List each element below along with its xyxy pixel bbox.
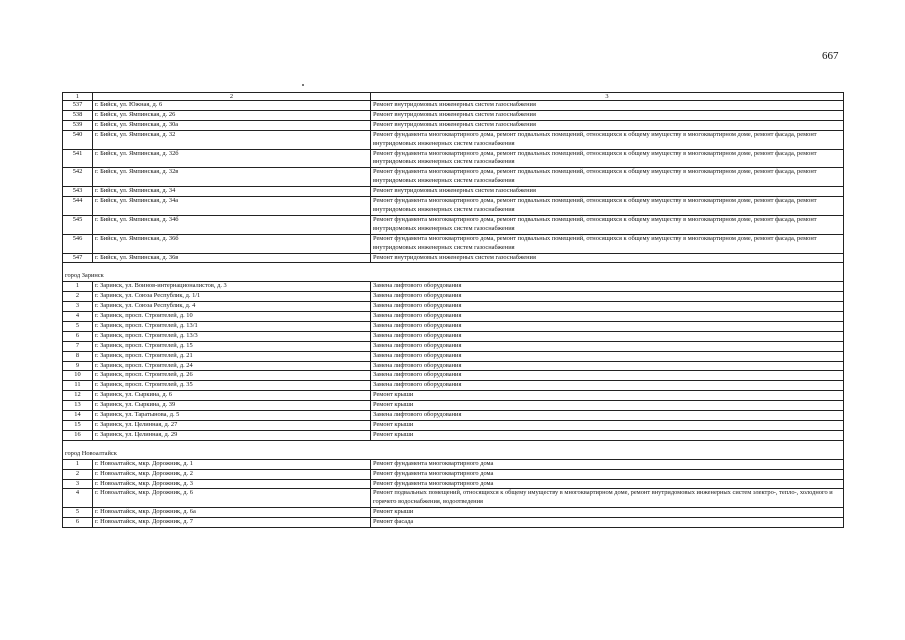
table-row — [63, 508, 844, 518]
row-number: 15 — [63, 421, 93, 431]
table-row — [63, 149, 844, 168]
row-work-description: Ремонт фундамента многоквартирного дома, ремонт подвальных помещений, относящихся к общему имуществу в многоквартирном доме, ремонт фасада, ремонт внутридомовых инженерных систем газоснабжения — [371, 168, 844, 187]
row-address: г. Новоалтайск, мкр. Дорожник, д. 3 — [93, 479, 371, 489]
row-address: г. Заринск, просп. Строителей, д. 21 — [93, 351, 371, 361]
row-address: г. Бийск, ул. Ямпинская, д. 34 — [93, 187, 371, 197]
row-number: 2 — [63, 292, 93, 302]
table-row — [63, 411, 844, 421]
row-address: г. Бийск, ул. Южная, д. 6 — [93, 101, 371, 111]
row-work-description: Замена лифтового оборудования — [371, 321, 844, 331]
table-row — [63, 430, 844, 440]
row-work-description: Замена лифтового оборудования — [371, 411, 844, 421]
row-work-description: Замена лифтового оборудования — [371, 312, 844, 322]
row-address: г. Заринск, ул. Целинная, д. 27 — [93, 421, 371, 431]
row-address: г. Новоалтайск, мкр. Дорожник, д. 6а — [93, 508, 371, 518]
row-work-description: Ремонт фасада — [371, 518, 844, 528]
section-title: город Заринск — [63, 271, 844, 281]
row-work-description: Замена лифтового оборудования — [371, 361, 844, 371]
section-title-row — [63, 271, 844, 281]
row-address: г. Бийск, ул. Ямпинская, д. 36б — [93, 234, 371, 253]
row-address: г. Бийск, ул. Ямпинская, д. 36в — [93, 253, 371, 263]
table-row — [63, 197, 844, 216]
row-number: 537 — [63, 101, 93, 111]
table-row — [63, 215, 844, 234]
repair-program-table — [62, 92, 844, 528]
row-work-description: Ремонт подвальных помещений, относящихся к общему имуществу в многоквартирном доме, ремонт внутридомовых инженерных систем электро-, тепло-, холодного и горячего водоснабжения, водоотведения — [371, 489, 844, 508]
row-number: 9 — [63, 361, 93, 371]
row-number: 2 — [63, 469, 93, 479]
row-address: г. Заринск, ул. Воинов-интернационалистов, д. 3 — [93, 282, 371, 292]
row-work-description: Замена лифтового оборудования — [371, 341, 844, 351]
table-row — [63, 234, 844, 253]
section-spacer — [63, 263, 844, 272]
section-spacer — [63, 440, 844, 449]
row-address: г. Заринск, просп. Строителей, д. 26 — [93, 371, 371, 381]
table-row — [63, 371, 844, 381]
table-row — [63, 120, 844, 130]
table-row — [63, 421, 844, 431]
spacer-cell — [63, 263, 844, 272]
row-number: 11 — [63, 381, 93, 391]
table-row — [63, 381, 844, 391]
table-header-row — [63, 93, 844, 101]
row-work-description: Ремонт крыши — [371, 430, 844, 440]
row-address: г. Заринск, просп. Строителей, д. 24 — [93, 361, 371, 371]
row-number: 538 — [63, 110, 93, 120]
table-row — [63, 361, 844, 371]
section-title: город Новоалтайск — [63, 449, 844, 459]
row-work-description: Ремонт внутридомовых инженерных систем газоснабжения — [371, 187, 844, 197]
row-number: 540 — [63, 130, 93, 149]
table-row — [63, 253, 844, 263]
row-work-description: Ремонт внутридомовых инженерных систем газоснабжения — [371, 110, 844, 120]
row-number: 8 — [63, 351, 93, 361]
row-address: г. Заринск, ул. Союза Республик, д. 4 — [93, 302, 371, 312]
row-number: 544 — [63, 197, 93, 216]
column-header-number: 1 — [63, 93, 93, 101]
table-row — [63, 331, 844, 341]
table-row — [63, 479, 844, 489]
table-row — [63, 187, 844, 197]
row-number: 3 — [63, 302, 93, 312]
row-address: г. Заринск, ул. Сыркина, д. 6 — [93, 391, 371, 401]
row-address: г. Бийск, ул. Ямпинская, д. 26 — [93, 110, 371, 120]
row-address: г. Заринск, просп. Строителей, д. 10 — [93, 312, 371, 322]
table-row — [63, 168, 844, 187]
row-work-description: Замена лифтового оборудования — [371, 371, 844, 381]
row-number: 542 — [63, 168, 93, 187]
row-number: 546 — [63, 234, 93, 253]
table-row — [63, 101, 844, 111]
row-address: г. Заринск, просп. Строителей, д. 35 — [93, 381, 371, 391]
table-row — [63, 469, 844, 479]
row-address: г. Бийск, ул. Ямпинская, д. 32 — [93, 130, 371, 149]
table-row — [63, 489, 844, 508]
row-address: г. Заринск, ул. Сыркина, д. 39 — [93, 401, 371, 411]
row-number: 14 — [63, 411, 93, 421]
row-work-description: Ремонт фундамента многоквартирного дома, ремонт подвальных помещений, относящихся к общему имуществу в многоквартирном доме, ремонт фасада, ремонт внутридомовых инженерных систем газоснабжения — [371, 149, 844, 168]
row-number: 5 — [63, 508, 93, 518]
row-address: г. Заринск, ул. Союза Республик, д. 1/1 — [93, 292, 371, 302]
table-body — [63, 93, 844, 528]
row-work-description: Ремонт фундамента многоквартирного дома, ремонт подвальных помещений, относящихся к общему имуществу в многоквартирном доме, ремонт фасада, ремонт внутридомовых инженерных систем газоснабжения — [371, 130, 844, 149]
row-work-description: Замена лифтового оборудования — [371, 351, 844, 361]
row-number: 12 — [63, 391, 93, 401]
table-row — [63, 282, 844, 292]
row-number: 1 — [63, 282, 93, 292]
row-address: г. Заринск, просп. Строителей, д. 15 — [93, 341, 371, 351]
row-work-description: Ремонт фундамента многоквартирного дома, ремонт подвальных помещений, относящихся к общему имуществу в многоквартирном доме, ремонт фасада, ремонт внутридомовых инженерных систем газоснабжения — [371, 215, 844, 234]
row-number: 10 — [63, 371, 93, 381]
row-number: 7 — [63, 341, 93, 351]
row-address: г. Заринск, ул. Целинная, д. 29 — [93, 430, 371, 440]
table-row — [63, 459, 844, 469]
row-number: 13 — [63, 401, 93, 411]
row-work-description: Ремонт крыши — [371, 508, 844, 518]
column-header-address: 2 — [93, 93, 371, 101]
table-row — [63, 302, 844, 312]
row-address: г. Бийск, ул. Ямпинская, д. 30а — [93, 120, 371, 130]
row-work-description: Замена лифтового оборудования — [371, 381, 844, 391]
row-work-description: Ремонт фундамента многоквартирного дома — [371, 479, 844, 489]
row-work-description: Замена лифтового оборудования — [371, 292, 844, 302]
row-work-description: Ремонт крыши — [371, 391, 844, 401]
row-work-description: Ремонт фундамента многоквартирного дома, ремонт подвальных помещений, относящихся к общему имуществу в многоквартирном доме, ремонт фасада, ремонт внутридомовых инженерных систем газоснабжения — [371, 234, 844, 253]
row-address: г. Новоалтайск, мкр. Дорожник, д. 6 — [93, 489, 371, 508]
table-row — [63, 312, 844, 322]
table-row — [63, 401, 844, 411]
row-address: г. Заринск, просп. Строителей, д. 13/3 — [93, 331, 371, 341]
row-number: 6 — [63, 331, 93, 341]
row-address: г. Бийск, ул. Ямпинская, д. 34а — [93, 197, 371, 216]
table-row — [63, 321, 844, 331]
row-work-description: Ремонт крыши — [371, 401, 844, 411]
row-work-description: Ремонт внутридомовых инженерных систем газоснабжения — [371, 253, 844, 263]
row-address: г. Бийск, ул. Ямпинская, д. 34б — [93, 215, 371, 234]
row-work-description: Ремонт фундамента многоквартирного дома — [371, 469, 844, 479]
row-number: 545 — [63, 215, 93, 234]
table-row — [63, 518, 844, 528]
row-address: г. Новоалтайск, мкр. Дорожник, д. 1 — [93, 459, 371, 469]
scan-speck — [302, 84, 304, 86]
row-address: г. Заринск, просп. Строителей, д. 13/1 — [93, 321, 371, 331]
page-number: 667 — [822, 50, 839, 62]
row-number: 16 — [63, 430, 93, 440]
row-number: 5 — [63, 321, 93, 331]
row-address: г. Новоалтайск, мкр. Дорожник, д. 7 — [93, 518, 371, 528]
row-address: г. Бийск, ул. Ямпинская, д. 32б — [93, 149, 371, 168]
row-work-description: Ремонт крыши — [371, 421, 844, 431]
row-number: 539 — [63, 120, 93, 130]
row-number: 541 — [63, 149, 93, 168]
row-work-description: Замена лифтового оборудования — [371, 331, 844, 341]
table-row — [63, 130, 844, 149]
spacer-cell — [63, 440, 844, 449]
table-row — [63, 341, 844, 351]
row-work-description: Замена лифтового оборудования — [371, 302, 844, 312]
row-number: 543 — [63, 187, 93, 197]
table-row — [63, 110, 844, 120]
row-work-description: Ремонт фундамента многоквартирного дома, ремонт подвальных помещений, относящихся к общему имуществу в многоквартирном доме, ремонт фасада, ремонт внутридомовых инженерных систем газоснабжения — [371, 197, 844, 216]
section-title-row — [63, 449, 844, 459]
row-number: 1 — [63, 459, 93, 469]
row-number: 3 — [63, 479, 93, 489]
row-address: г. Бийск, ул. Ямпинская, д. 32в — [93, 168, 371, 187]
row-number: 547 — [63, 253, 93, 263]
column-header-work: 3 — [371, 93, 844, 101]
row-work-description: Ремонт внутридомовых инженерных систем газоснабжения — [371, 120, 844, 130]
table-row — [63, 351, 844, 361]
table-row — [63, 292, 844, 302]
row-address: г. Заринск, ул. Таратынова, д. 5 — [93, 411, 371, 421]
row-work-description: Ремонт внутридомовых инженерных систем газоснабжения — [371, 101, 844, 111]
row-address: г. Новоалтайск, мкр. Дорожник, д. 2 — [93, 469, 371, 479]
table-row — [63, 391, 844, 401]
row-work-description: Замена лифтового оборудования — [371, 282, 844, 292]
row-number: 4 — [63, 489, 93, 508]
row-number: 6 — [63, 518, 93, 528]
row-number: 4 — [63, 312, 93, 322]
row-work-description: Ремонт фундамента многоквартирного дома — [371, 459, 844, 469]
